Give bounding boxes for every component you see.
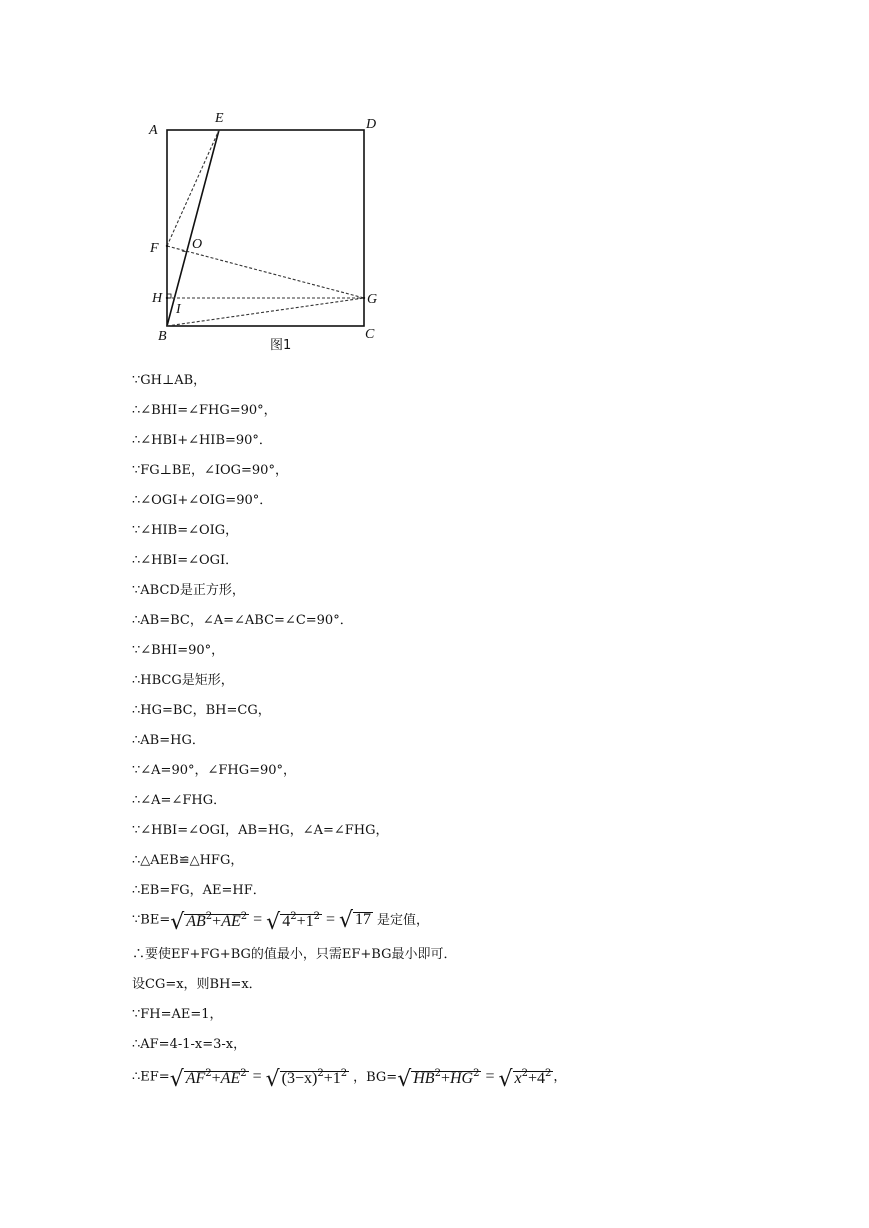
label-f: F (150, 241, 159, 256)
proof-line-15: ∴∠A=∠FHG． (132, 793, 227, 808)
ef-suffix: ， (553, 1069, 567, 1085)
proof-line-23: ∴AF=4-1-x=3-x， (132, 1037, 247, 1052)
label-d: D (366, 117, 377, 132)
label-g: G (367, 292, 378, 307)
radical-ab-ae: √ $AB^2+AE^2$ (170, 910, 248, 935)
label-o: O (192, 237, 203, 252)
label-h: H (152, 291, 163, 306)
be-prefix: ∵BE= (132, 912, 171, 928)
proof-line-22: ∵FH=AE=1， (132, 1007, 223, 1022)
segment-bg (167, 298, 364, 326)
ef-prefix: ∴EF= (132, 1069, 170, 1085)
label-e: E (215, 111, 224, 126)
proof-line-5: ∴∠OGI+∠OIG=90°． (132, 493, 273, 508)
bg-prefix: ，BG= (353, 1069, 398, 1085)
proof-line-3: ∴∠HBI+∠HIB=90°． (132, 433, 272, 448)
radical-3x-1: √ $(3-x)^2+1^2$ (265, 1067, 348, 1092)
radical-x-4: √ $x^2+4^2$ (498, 1067, 552, 1092)
proof-line-21: 设CG=x，则BH=x． (132, 977, 262, 992)
segment-be (167, 130, 219, 326)
be-suffix: 是定值， (377, 912, 430, 928)
proof-line-9: ∴AB=BC，∠A=∠ABC=∠C=90°． (132, 613, 353, 628)
square-abcd (167, 130, 364, 326)
proof-line-11: ∴HBCG是矩形， (132, 673, 234, 688)
radical-hb-hg: √ $HB^2+HG^2$ (397, 1067, 480, 1092)
proof-line-18: ∴EB=FG，AE=HF． (132, 883, 266, 898)
proof-line-16: ∵∠HBI=∠OGI，AB=HG，∠A=∠FHG， (132, 823, 389, 838)
proof-line-17: ∴△AEB≌△HFG， (132, 853, 244, 868)
be-formula-line: ∵BE=√ $AB^2+AE^2$ = √ $4^2+1^2$ = √ 17 是定值， (132, 907, 430, 935)
label-c: C (365, 327, 375, 342)
label-i: I (176, 302, 181, 317)
label-a: A (149, 123, 158, 138)
proof-line-4: ∵FG⊥BE，∠IOG=90°， (132, 463, 288, 478)
proof-line-13: ∴AB=HG． (132, 733, 205, 748)
geometry-figure (140, 104, 390, 354)
proof-line-8: ∵ABCD是正方形， (132, 583, 245, 598)
radical-4-1: √ $4^2+1^2$ (266, 910, 320, 935)
proof-line-14: ∵∠A=90°，∠FHG=90°， (132, 763, 297, 778)
proof-line-12: ∴HG=BC，BH=CG， (132, 703, 271, 718)
radical-17: √ 17 (339, 907, 372, 933)
proof-line-20: ∴要使EF+FG+BG的值最小，只需EF+BG最小即可． (132, 947, 457, 962)
proof-line-6: ∵∠HIB=∠OIG， (132, 523, 239, 538)
figure-caption: 图1 (270, 338, 292, 353)
label-b: B (158, 329, 167, 344)
segment-fg (167, 246, 364, 298)
proof-line-7: ∴∠HBI=∠OGI． (132, 553, 239, 568)
proof-line-1: ∵GH⊥AB， (132, 373, 207, 388)
ef-bg-formula-line: ∴EF=√ $AF^2+AE^2$ = √ $(3-x)^2+1^2$ ，BG=√ $HB^2+HG^2$ = √ $x^2+4^2$ ， (132, 1067, 567, 1092)
proof-line-2: ∴∠BHI=∠FHG=90°， (132, 403, 277, 418)
radical-af-ae: √ $AF^2+AE^2$ (169, 1067, 247, 1092)
proof-line-10: ∵∠BHI=90°， (132, 643, 225, 658)
